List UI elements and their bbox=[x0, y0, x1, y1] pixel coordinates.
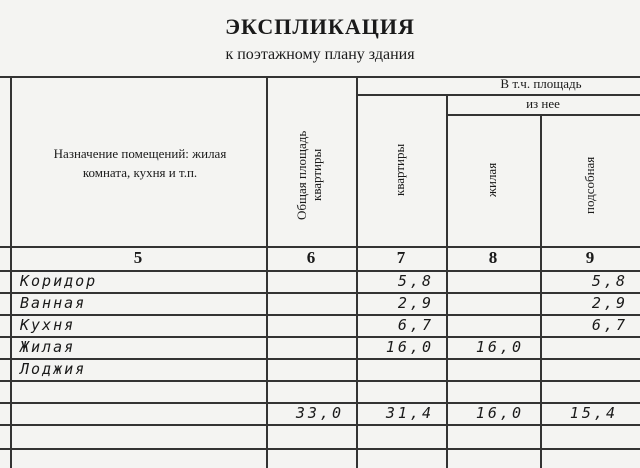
explication-table bbox=[0, 70, 640, 468]
apartment-area: 6,7 bbox=[397, 316, 434, 334]
header-total-area: Общая площадь квартиры bbox=[294, 130, 324, 220]
row-line bbox=[0, 380, 640, 382]
header-incl-area: В т.ч. площадь bbox=[500, 76, 582, 91]
living-area-sum: 16,0 bbox=[475, 404, 524, 422]
apartment-area: 16,0 bbox=[385, 338, 434, 356]
living-area: 16,0 bbox=[475, 338, 524, 356]
col-line bbox=[10, 76, 12, 468]
column-number: 7 bbox=[396, 248, 406, 267]
column-number: 9 bbox=[585, 248, 595, 267]
row-line bbox=[0, 448, 640, 450]
of-which-divider bbox=[446, 114, 640, 116]
room-name: Кухня bbox=[20, 316, 76, 334]
auxiliary-area: 2,9 bbox=[591, 294, 628, 312]
column-number: 5 bbox=[133, 248, 143, 267]
header-apartment: квартиры bbox=[392, 143, 407, 197]
auxiliary-area-sum: 15,4 bbox=[569, 404, 618, 422]
room-name: Лоджия bbox=[20, 360, 87, 378]
document-title: ЭКСПЛИКАЦИЯ bbox=[225, 14, 415, 39]
apartment-area: 5,8 bbox=[397, 272, 434, 290]
document-subtitle: к поэтажному плану здания bbox=[225, 46, 415, 63]
header-room-purpose: Назначение помещений: жилая комната, кухня и т.п. bbox=[53, 146, 227, 180]
apartment-area: 2,9 bbox=[397, 294, 434, 312]
row-line bbox=[0, 358, 640, 360]
header-auxiliary: подсобная bbox=[582, 156, 597, 214]
auxiliary-area: 6,7 bbox=[591, 316, 628, 334]
auxiliary-area: 5,8 bbox=[591, 272, 628, 290]
apartment-area-sum: 31,4 bbox=[385, 404, 434, 422]
room-name: Коридор bbox=[20, 272, 98, 290]
room-name: Ванная bbox=[20, 294, 87, 312]
row-line bbox=[0, 424, 640, 426]
header-of-which: из нее bbox=[526, 96, 560, 111]
room-name: Жилая bbox=[20, 338, 76, 356]
total-area-sum: 33,0 bbox=[295, 404, 344, 422]
column-number: 6 bbox=[306, 248, 316, 267]
column-number: 8 bbox=[488, 248, 498, 267]
header-living: жилая bbox=[484, 162, 499, 198]
row-line bbox=[0, 336, 640, 338]
